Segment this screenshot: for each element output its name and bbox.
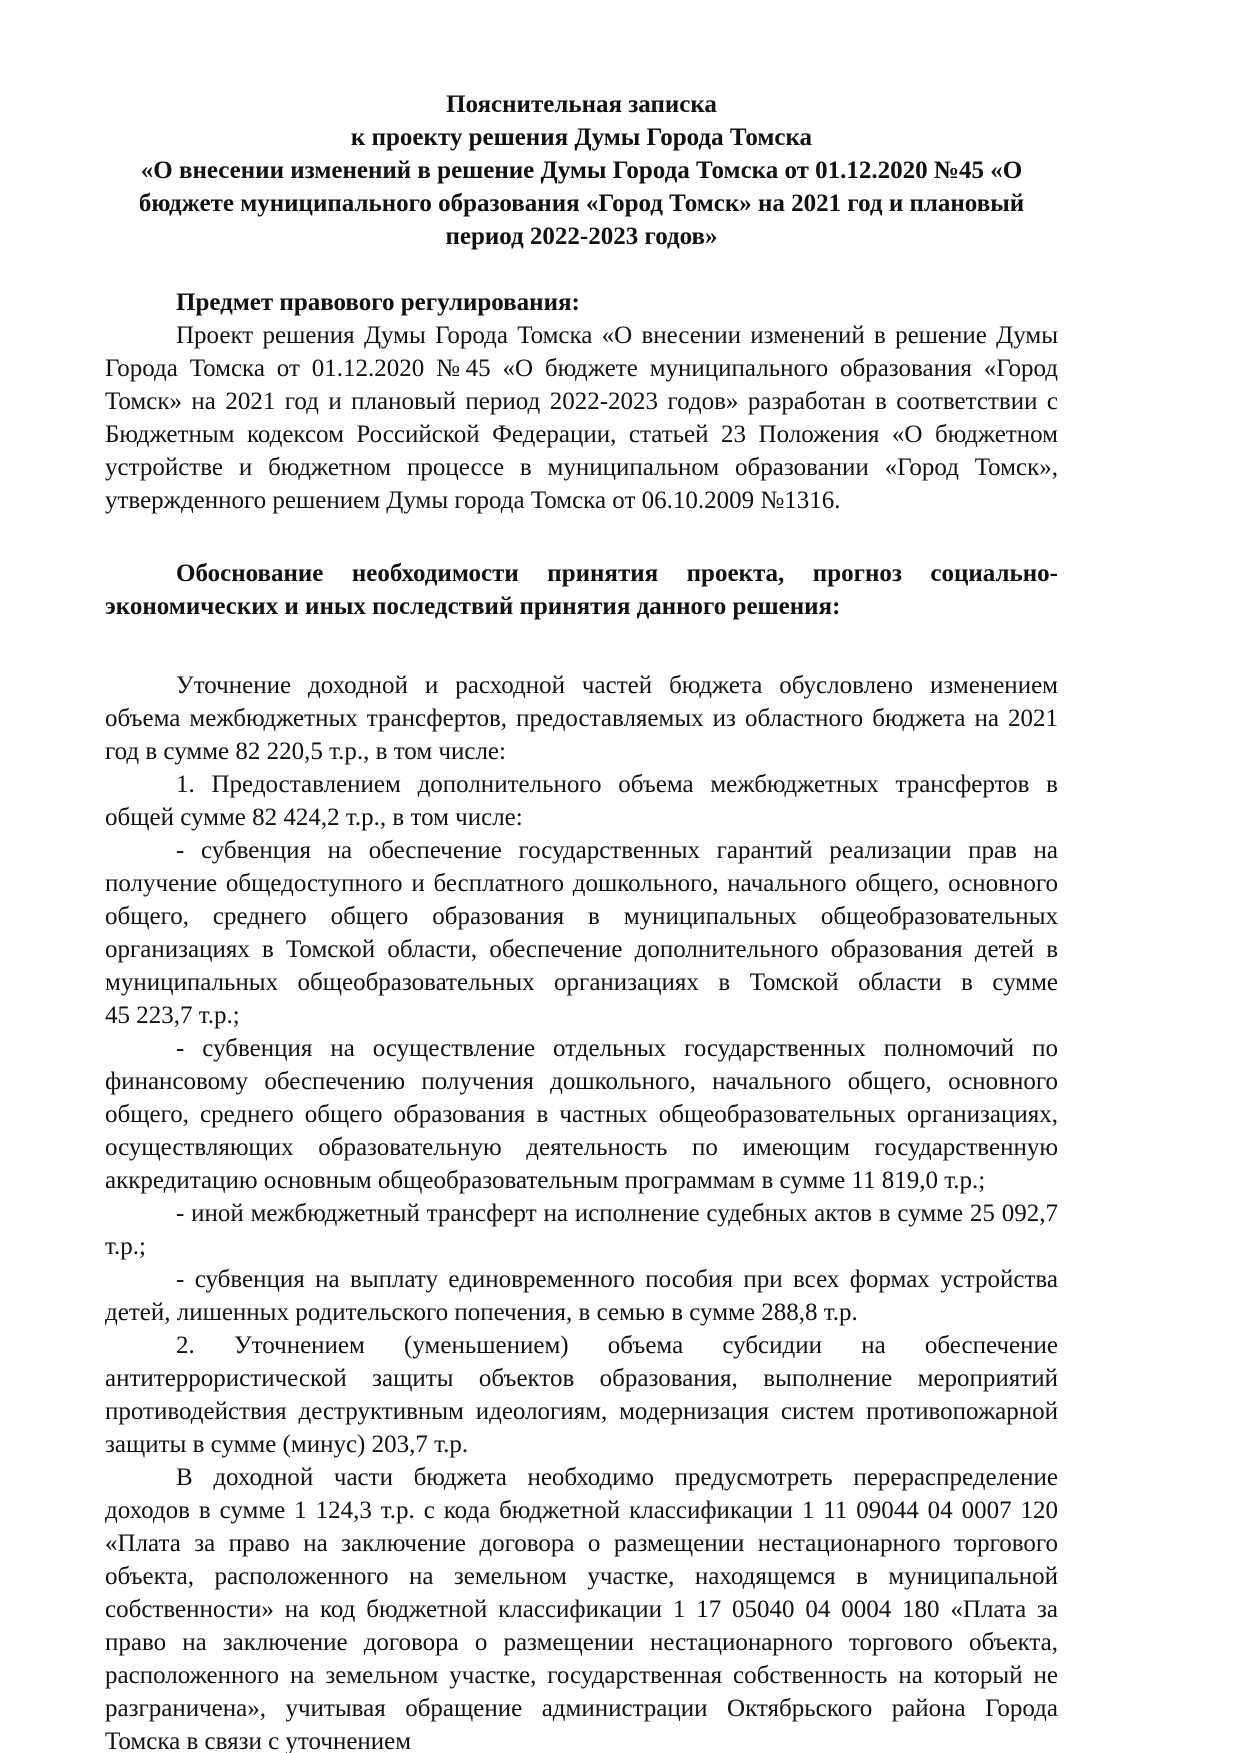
paragraph: - субвенция на обеспечение государственных гарантий реализации прав на получение общедоступного и бесплатного дошкольного, начального общего, основного общего, среднего общего образования в муниципальных общеобразовательных организациях в Томской области, обеспечение дополнительного образования детей в муниципальных общеобразовательных организациях в Томской области в сумме 45 223,7 т.р.;: [105, 837, 1058, 1029]
title-line-2: к проекту решения Думы Города Томска: [350, 124, 813, 151]
paragraph: 1. Предоставлением дополнительного объема межбюджетных трансфертов в общей сумме 82 424,2 т.р., в том числе:: [105, 771, 1058, 831]
paragraph: - иной межбюджетный трансферт на исполнение судебных актов в сумме 25 092,7 т.р.;: [105, 1200, 1058, 1260]
paragraph: В доходной части бюджета необходимо предусмотреть перераспределение доходов в сумме 1 124,3 т.р. с кода бюджетной классификации 1 11 09044 04 0007 120 «Плата за право на заключение договора о размещении нестационарного торгового объекта, расположенного на земельном участке, находящемся в муниципальной собственности» на код бюджетной классификации 1 17 05040 04 0004 180 «Плата за право на заключение договора о размещении нестационарного торгового объекта, расположенного на земельном участке, государственная собственность на который не разграничена», учитывая обращение администрации Октябрьского района Города Томска в связи с уточнением: [105, 1464, 1058, 1753]
paragraph: Уточнение доходной и расходной частей бюджета обусловлено изменением объема межбюджетных трансфертов, предоставляемых из областного бюджета на 2021 год в сумме 82 220,5 т.р., в том числе:: [105, 672, 1058, 765]
paragraph: - субвенция на осуществление отдельных государственных полномочий по финансовому обеспечению получения дошкольного, начального общего, основного общего, среднего общего образования в частных общеобразовательных организациях, осуществляющих образовательную деятельность по имеющим государственную аккредитацию основным общеобразовательным программам в сумме 11 819,0 т.р.;: [105, 1035, 1058, 1194]
title-line-1: Пояснительная записка: [446, 91, 717, 118]
section-heading-justification: Обоснование необходимости принятия проекта, прогноз социально-экономических и иных последствий принятия данного решения:: [105, 560, 1058, 620]
paragraph-subject: Проект решения Думы Города Томска «О внесении изменений в решение Думы Города Томска от 01.12.2020 №45 «О бюджете муниципального образования «Город Томск» на 2021 год и плановый период 2022-2023 годов» разработан в соответствии с Бюджетным кодексом Российской Федерации, статьей 23 Положения «О бюджетном устройстве и бюджетном процессе в муниципальном образовании «Город Томск», утвержденного решением Думы города Томска от 06.10.2009 №1316.: [105, 322, 1058, 514]
paragraph: - субвенция на выплату единовременного пособия при всех формах устройства детей, лишенных родительского попечения, в семью в сумме 288,8 т.р.: [105, 1266, 1058, 1326]
paragraph: 2. Уточнением (уменьшением) объема субсидии на обеспечение антитеррористической защиты объектов образования, выполнение мероприятий противодействия деструктивным идеологиям, модернизация систем противопожарной защиты в сумме (минус) 203,7 т.р.: [105, 1332, 1058, 1458]
section-heading-subject: Предмет правового регулирования:: [176, 289, 580, 316]
document-title: [105, 88, 1058, 253]
title-line-3: «О внесении изменений в решение Думы Города Томска от 01.12.2020 №45 «О бюджете муниципального образования «Город Томск» на 2021 год и плановый период 2022-2023 годов»: [138, 157, 1025, 250]
